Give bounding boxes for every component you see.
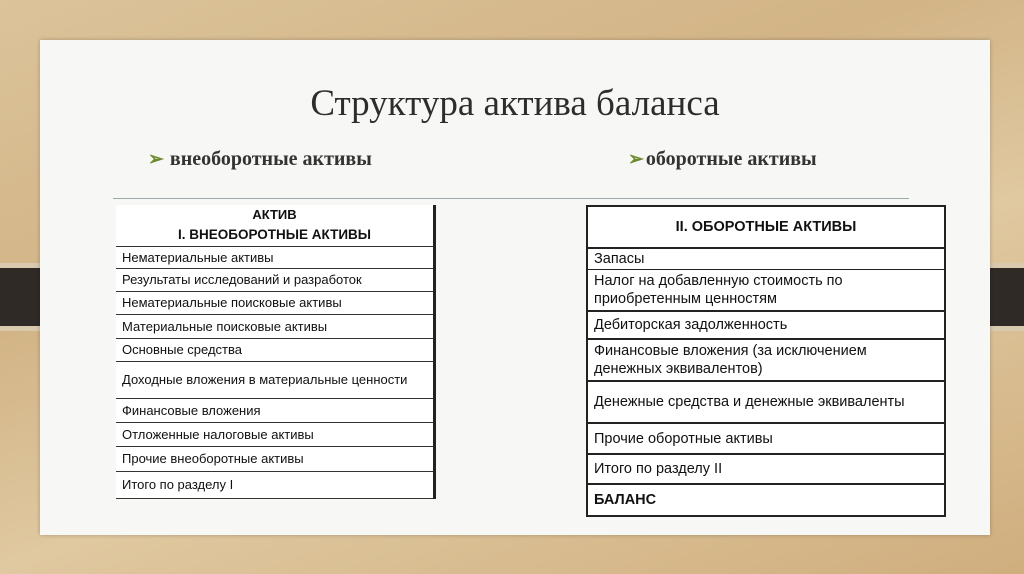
table-cell: Налог на добавленную стоимость по приобретенным ценностям	[587, 270, 945, 312]
current-assets-table	[586, 205, 946, 517]
bullet-noncurrent-label: внеоборотные активы	[169, 148, 372, 170]
table-header-row	[587, 206, 945, 248]
table-cell: Доходные вложения в материальные ценности	[116, 362, 435, 399]
table-header-row	[116, 223, 435, 247]
table-row	[587, 454, 945, 484]
bullet-noncurrent	[148, 148, 372, 171]
table-row	[116, 292, 435, 315]
arrow-bullet-icon: ➢	[628, 149, 644, 170]
table-row	[587, 339, 945, 381]
slide	[40, 40, 990, 535]
table-row	[116, 399, 435, 423]
table-cell: Финансовые вложения	[116, 399, 435, 423]
bullet-current	[628, 148, 817, 171]
table-row	[116, 423, 435, 447]
table-cell: Результаты исследований и разработок	[116, 269, 435, 292]
table-row	[116, 315, 435, 339]
balance-total-cell: БАЛАНС	[594, 492, 657, 508]
table-row	[587, 248, 945, 270]
table-cell: Материальные поисковые активы	[116, 315, 435, 339]
table-cell: Прочие оборотные активы	[587, 423, 945, 454]
table-row	[587, 484, 945, 516]
table-row	[116, 339, 435, 362]
table-cell: Нематериальные активы	[116, 247, 435, 269]
table-row	[587, 311, 945, 339]
table-cell: Основные средства	[116, 339, 435, 362]
table-cell: Финансовые вложения (за исключением денежных эквивалентов)	[587, 339, 945, 381]
arrow-bullet-icon: ➢	[148, 149, 164, 170]
table-cell: Прочие внеоборотные активы	[116, 447, 435, 472]
table-cell: Отложенные налоговые активы	[116, 423, 435, 447]
bullet-current-label: оборотные активы	[645, 148, 817, 170]
table-row	[116, 247, 435, 269]
table-row	[116, 362, 435, 399]
table-row	[116, 447, 435, 472]
table-row	[587, 423, 945, 454]
table-header: АКТИВ	[252, 207, 297, 222]
section-title: I. ВНЕОБОРОТНЫЕ АКТИВЫ	[116, 223, 435, 247]
table-cell: Запасы	[587, 248, 945, 270]
table-cell: Итого по разделу II	[587, 454, 945, 484]
table-cell: Итого по разделу I	[116, 472, 435, 499]
table-row	[587, 381, 945, 423]
table-cell: Денежные средства и денежные эквиваленты	[587, 381, 945, 423]
table-cell: Нематериальные поисковые активы	[116, 292, 435, 315]
divider-line	[113, 198, 909, 199]
table-row	[116, 472, 435, 499]
table-row	[116, 269, 435, 292]
section-title: II. ОБОРОТНЫЕ АКТИВЫ	[587, 206, 945, 248]
table-header-row	[116, 205, 435, 223]
noncurrent-assets-table	[116, 205, 436, 499]
table-cell: Дебиторская задолженность	[587, 311, 945, 339]
slide-title: Структура актива баланса	[310, 83, 720, 124]
table-row	[587, 270, 945, 312]
